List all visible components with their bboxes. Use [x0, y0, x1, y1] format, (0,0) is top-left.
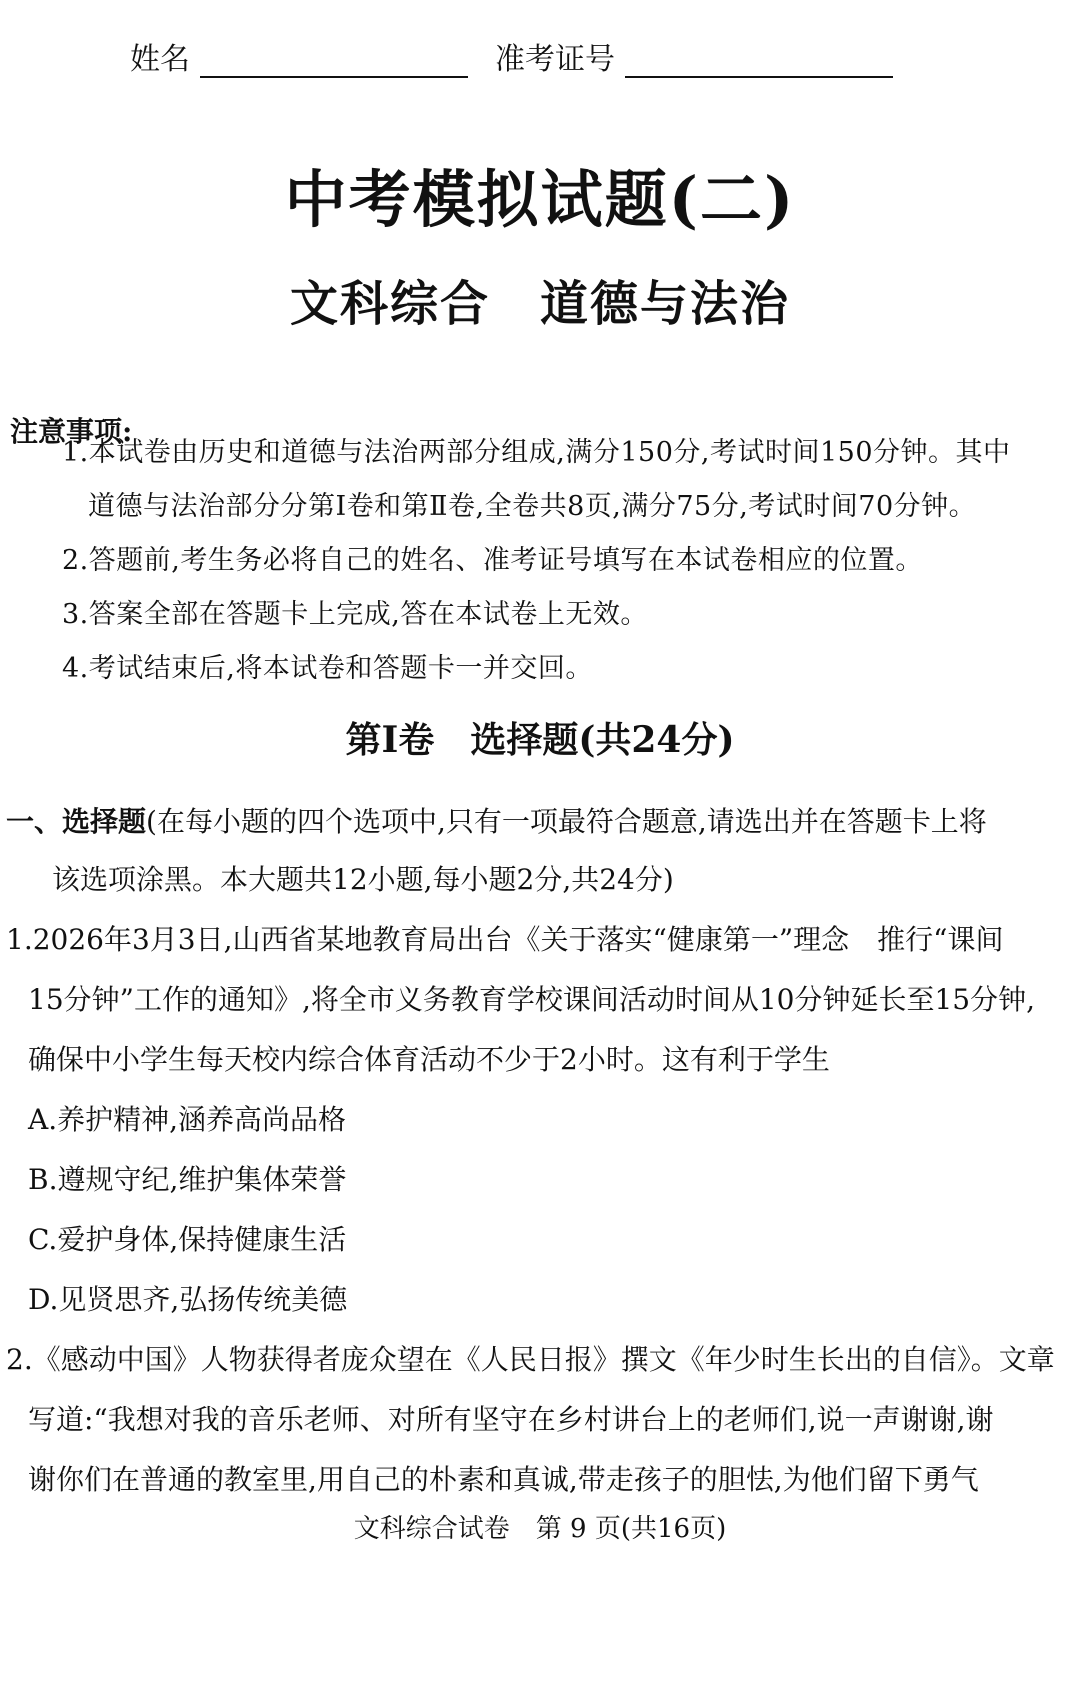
- answer-option: D.见贤思齐,弘扬传统美德: [28, 1283, 348, 1316]
- name-underline: [200, 46, 468, 78]
- page-footer: 文科综合试卷 第 9 页(共16页): [353, 1514, 727, 1544]
- exam-subtitle: 文科综合 道德与法治: [289, 276, 790, 332]
- notice-line: 道德与法治部分分第Ⅰ卷和第Ⅱ卷,全卷共8页,满分75分,考试时间70分钟。: [88, 491, 977, 522]
- section-heading: 第Ⅰ卷 选择题(共24分): [345, 719, 735, 761]
- exam-id-underline: [625, 46, 893, 78]
- answer-option: A.养护精神,涵养高尚品格: [28, 1103, 347, 1136]
- name-field-row: [130, 34, 468, 78]
- question-line: 1.2026年3月3日,山西省某地教育局出台《关于落实“健康第一”理念 推行“课间: [6, 923, 1004, 956]
- question-line: 15分钟”工作的通知》,将全市义务教育学校课间活动时间从10分钟延长至15分钟,: [28, 983, 1036, 1016]
- answer-option: B.遵规守纪,维护集体荣誉: [28, 1163, 347, 1196]
- name-label: 姓名: [130, 42, 190, 77]
- answer-option: C.爱护身体,保持健康生活: [28, 1223, 347, 1256]
- question-line: 确保中小学生每天校内综合体育活动不少于2小时。这有利于学生: [28, 1043, 830, 1076]
- part-desc-line: 该选项涂黑。本大题共12小题,每小题2分,共24分): [52, 863, 674, 896]
- part-desc-line: (在每小题的四个选项中,只有一项最符合题意,请选出并在答题卡上将: [146, 805, 987, 838]
- exam-id-field-row: [495, 34, 893, 78]
- part-label: 一、选择题: [6, 805, 147, 838]
- part-instructions: [6, 800, 987, 840]
- question-line: 谢你们在普通的教室里,用自己的朴素和真诚,带走孩子的胆怯,为他们留下勇气: [28, 1463, 979, 1496]
- notice-line: 1.本试卷由历史和道德与法治两部分组成,满分150分,考试时间150分钟。其中: [62, 437, 1011, 468]
- question-line: 2.《感动中国》人物获得者庞众望在《人民日报》撰文《年少时生长出的自信》。文章: [6, 1343, 1055, 1376]
- notice-line: 3.答案全部在答题卡上完成,答在本试卷上无效。: [62, 599, 648, 630]
- question-line: 写道:“我想对我的音乐老师、对所有坚守在乡村讲台上的老师们,说一声谢谢,谢: [28, 1403, 994, 1436]
- notice-line: 4.考试结束后,将本试卷和答题卡一并交回。: [62, 653, 593, 684]
- exam-title: 中考模拟试题(二): [284, 163, 796, 236]
- notice-line: 2.答题前,考生务必将自己的姓名、准考证号填写在本试卷相应的位置。: [62, 545, 923, 576]
- notice-heading: 注意事项:: [10, 415, 133, 448]
- exam-id-label: 准考证号: [495, 42, 615, 77]
